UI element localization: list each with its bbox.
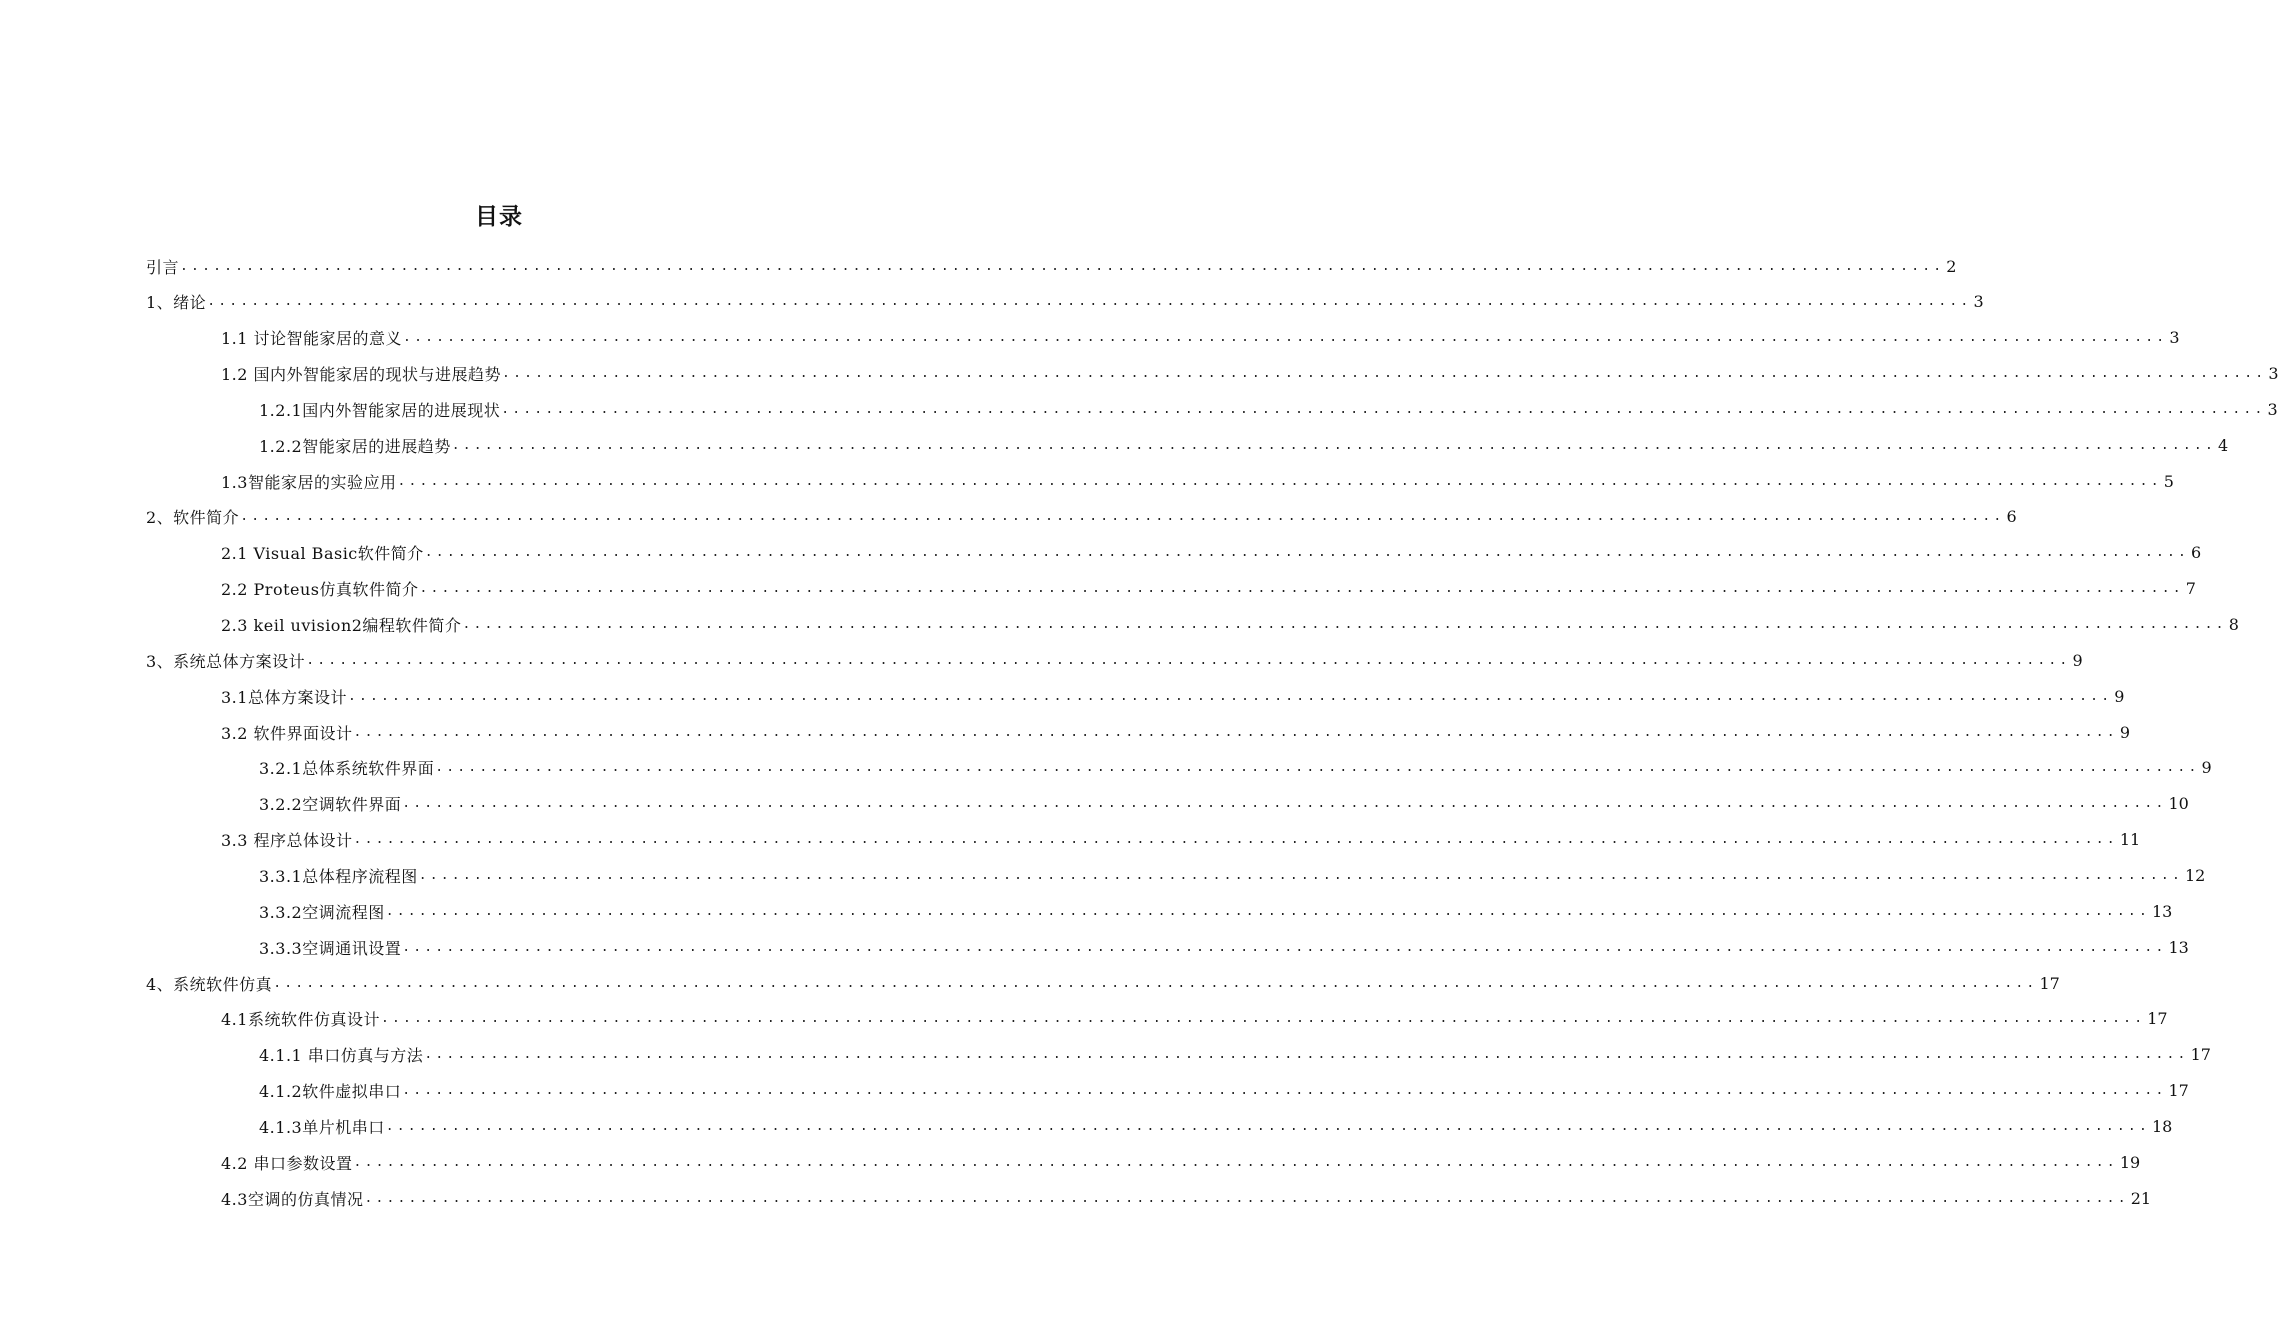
toc-entry[interactable] [146,499,2017,535]
toc-entry[interactable] [259,857,2206,893]
toc-entry[interactable] [221,535,2202,571]
toc-entry-label: 1.2.1国内外智能家居的进展现状 [259,400,501,420]
toc-leader-dots: ................................................................................................................................................................ [273,975,2038,991]
toc-leader-dots: ................................................................................................................................................................ [402,939,2167,955]
toc-entry-label: 4.1.2软件虚拟串口 [259,1082,402,1102]
toc-entry-page-number: 9 [2114,686,2125,706]
toc-entry-label: 2.1 Visual Basic软件简介 [221,544,424,564]
toc-leader-dots: ................................................................................................................................................................ [501,401,2266,417]
toc-leader-dots: ................................................................................................................................................................ [385,903,2150,919]
toc-entry[interactable] [259,391,2278,427]
toc-entry[interactable] [146,965,2060,1001]
toc-entry-label: 3.2 软件界面设计 [221,723,353,743]
toc-entry[interactable] [259,1108,2173,1144]
toc-entry-page-number: 18 [2151,1116,2173,1136]
toc-leader-dots: ................................................................................................................................................................ [419,581,2184,597]
toc-entry[interactable] [259,750,2212,786]
toc-entry-page-number: 17 [2190,1045,2211,1065]
toc-leader-dots: ................................................................................................................................................................ [451,437,2216,453]
toc-entry[interactable] [221,678,2125,714]
toc-entry-page-number: 13 [2151,901,2173,921]
toc-leader-dots: ................................................................................................................................................................ [306,652,2071,668]
toc-entry-label: 4.1.3单片机串口 [259,1117,385,1137]
toc-entry-label: 1.1 讨论智能家居的意义 [221,329,403,349]
toc-entry-page-number: 3 [1973,292,1984,312]
toc-leader-dots: ................................................................................................................................................................ [424,1047,2189,1063]
toc-entry[interactable] [221,607,2239,643]
toc-entry[interactable] [221,1001,2168,1037]
toc-entry-label: 3.1总体方案设计 [221,687,347,707]
toc-title: 目录 [475,204,523,230]
toc-leader-dots: ................................................................................................................................................................ [435,760,2200,776]
toc-leader-dots: ................................................................................................................................................................ [207,294,1972,310]
toc-entry[interactable] [259,427,2229,463]
toc-entry[interactable] [221,1180,2152,1216]
toc-leader-dots: ................................................................................................................................................................ [502,366,2267,382]
toc-entry-page-number: 17 [2168,1081,2189,1101]
toc-entry-page-number: 9 [2072,650,2083,670]
toc-entry-label: 3.2.1总体系统软件界面 [259,759,435,779]
toc-entry[interactable] [221,822,2141,858]
toc-leader-dots: ................................................................................................................................................................ [353,1154,2118,1170]
toc-entry-label: 1、绪论 [146,293,207,313]
toc-leader-dots: ................................................................................................................................................................ [380,1011,2146,1027]
toc-entry-label: 3.3.2空调流程图 [259,902,385,922]
toc-entry-page-number: 17 [2039,973,2060,993]
toc-entry-page-number: 4 [2217,435,2229,455]
toc-leader-dots: ................................................................................................................................................................ [462,617,2227,632]
toc-entry-page-number: 7 [2185,579,2196,599]
toc-entry[interactable] [146,642,2083,678]
toc-entry-label: 1.2 国内外智能家居的现状与进展趋势 [221,365,502,385]
toc-entry-page-number: 3 [2169,328,2180,348]
toc-entry-page-number: 3 [2267,399,2278,419]
toc-entry-page-number: 2 [1946,256,1957,276]
toc-leader-dots: ................................................................................................................................................................ [385,1118,2150,1134]
toc-entry-page-number: 3 [2268,364,2279,384]
toc-leader-dots: ................................................................................................................................................................ [347,688,2113,704]
toc-entry-page-number: 21 [2130,1188,2152,1208]
toc-entry-label: 1.2.2智能家居的进展趋势 [259,436,451,456]
toc-entry[interactable] [221,714,2130,750]
toc-leader-dots: ................................................................................................................................................................ [353,724,2118,740]
toc-entry[interactable] [259,786,2189,822]
toc-entry[interactable] [221,320,2180,356]
toc-entry-label: 4.2 串口参数设置 [221,1153,353,1173]
toc-entry-page-number: 10 [2168,794,2189,814]
toc-entry-label: 2.3 keil uvision2编程软件简介 [221,616,462,635]
toc-entry-label: 引言 [146,257,180,277]
toc-entry-label: 3.3 程序总体设计 [221,831,353,851]
toc-entry[interactable] [259,1073,2189,1109]
toc-entry-page-number: 5 [2163,471,2174,491]
toc-entry-page-number: 12 [2184,865,2206,885]
toc-leader-dots: ................................................................................................................................................................ [402,796,2167,812]
toc-entry-label: 3.2.2空调软件界面 [259,795,402,815]
toc-leader-dots: ................................................................................................................................................................ [424,545,2190,561]
toc-entry-page-number: 8 [2228,615,2239,634]
toc-entry-label: 2.2 Proteus仿真软件简介 [221,580,419,600]
toc-entry-label: 3.3.1总体程序流程图 [259,866,418,886]
toc-entry[interactable] [221,571,2196,607]
toc-entry-page-number: 13 [2168,937,2189,957]
toc-entry-label: 4、系统软件仿真 [146,974,273,994]
toc-entry[interactable] [221,356,2279,392]
toc-entry[interactable] [259,1037,2211,1073]
toc-leader-dots: ................................................................................................................................................................ [402,1083,2167,1099]
toc-entry[interactable] [259,929,2189,965]
toc-leader-dots: ................................................................................................................................................................ [403,330,2168,346]
toc-leader-dots: ................................................................................................................................................................ [353,832,2118,848]
toc-entry-page-number: 6 [2006,507,2017,527]
toc-leader-dots: ................................................................................................................................................................ [364,1190,2129,1206]
toc-entry[interactable] [221,1144,2141,1180]
toc-entry-label: 4.1.1 串口仿真与方法 [259,1046,424,1066]
toc-entry-page-number: 9 [2201,758,2212,778]
toc-entry[interactable] [221,463,2174,499]
toc-entry-label: 3、系统总体方案设计 [146,651,306,671]
toc-leader-dots: ................................................................................................................................................................ [418,867,2183,883]
toc-entry-page-number: 6 [2191,543,2202,563]
toc-entry-label: 1.3智能家居的实验应用 [221,472,397,492]
toc-entry[interactable] [146,284,1984,320]
toc-leader-dots: ................................................................................................................................................................ [180,258,1945,274]
toc-leader-dots: ................................................................................................................................................................ [397,473,2162,489]
toc-entry-page-number: 9 [2119,722,2130,742]
toc-entry-page-number: 11 [2119,830,2141,850]
toc-entry-label: 2、软件简介 [146,508,240,528]
toc-entry-label: 4.1系统软件仿真设计 [221,1010,380,1030]
toc-entry-page-number: 17 [2147,1009,2168,1029]
toc-entry-label: 3.3.3空调通讯设置 [259,938,402,958]
toc-entry-page-number: 19 [2119,1152,2141,1172]
toc-entry-label: 4.3空调的仿真情况 [221,1189,364,1209]
toc-entry[interactable] [259,893,2173,929]
toc-leader-dots: ................................................................................................................................................................ [240,509,2005,525]
toc-entry[interactable] [146,248,1957,284]
